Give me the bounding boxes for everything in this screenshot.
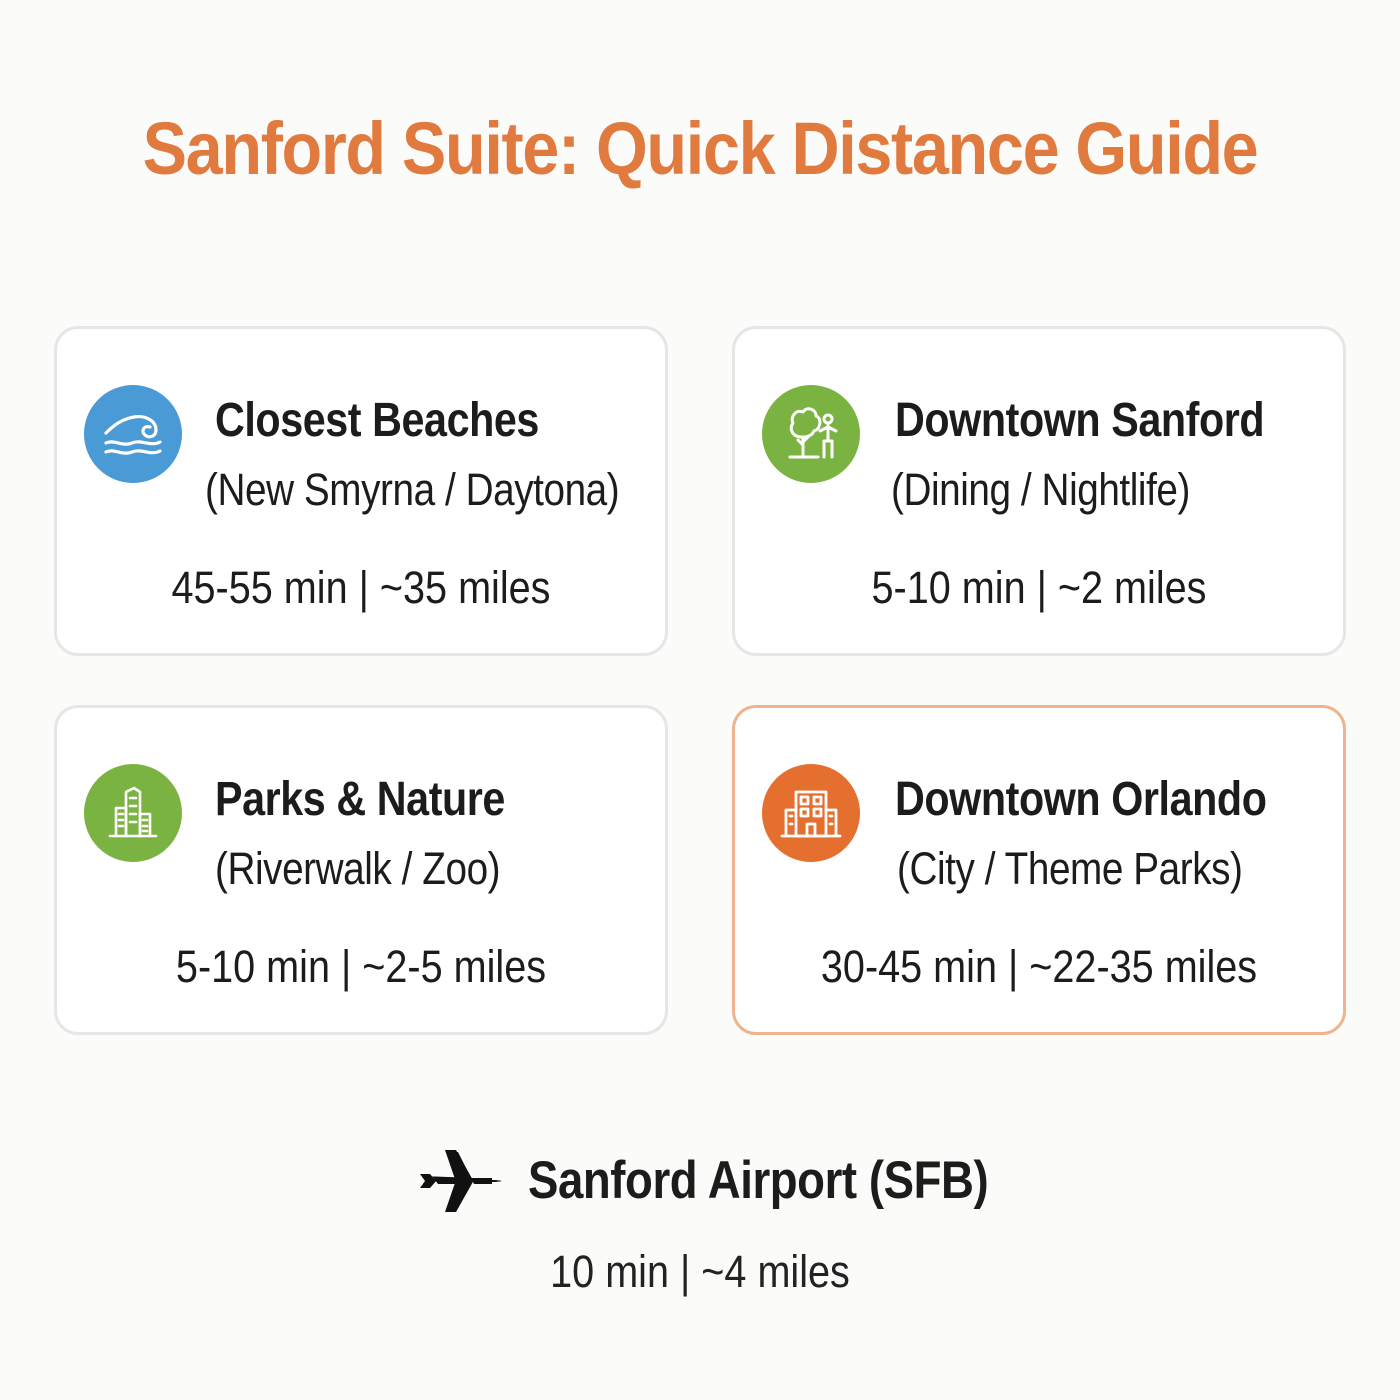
card-distance: 5-10 min | ~2-5 miles	[175, 941, 547, 992]
page-title: Sanford Suite: Quick Distance Guide	[142, 107, 1258, 190]
city-buildings-icon	[84, 764, 182, 862]
card-title: Parks & Nature	[215, 773, 505, 826]
card-title: Downtown Orlando	[895, 773, 1267, 826]
distance-card-downtown-sanford	[732, 326, 1346, 656]
distance-card-beaches	[54, 326, 668, 656]
card-subtitle: (New Smyrna / Daytona)	[205, 464, 620, 515]
airport-name: Sanford Airport (SFB)	[528, 1151, 989, 1210]
airplane-icon	[418, 1146, 502, 1216]
card-distance: 45-55 min | ~35 miles	[171, 562, 551, 613]
card-distance: 5-10 min | ~2 miles	[871, 562, 1207, 613]
card-subtitle: (Riverwalk / Zoo)	[215, 843, 501, 894]
card-distance: 30-45 min | ~22-35 miles	[820, 941, 1258, 992]
distance-card-downtown-orlando	[732, 705, 1346, 1035]
card-subtitle: (City / Theme Parks)	[897, 843, 1243, 894]
office-building-icon	[762, 764, 860, 862]
distance-card-parks-nature	[54, 705, 668, 1035]
card-title: Downtown Sanford	[895, 394, 1265, 447]
card-title: Closest Beaches	[215, 394, 539, 447]
airport-distance: 10 min | ~4 miles	[550, 1246, 850, 1297]
wave-icon	[84, 385, 182, 483]
airport-row	[0, 1146, 1400, 1216]
tree-person-icon	[762, 385, 860, 483]
card-subtitle: (Dining / Nightlife)	[891, 464, 1190, 515]
